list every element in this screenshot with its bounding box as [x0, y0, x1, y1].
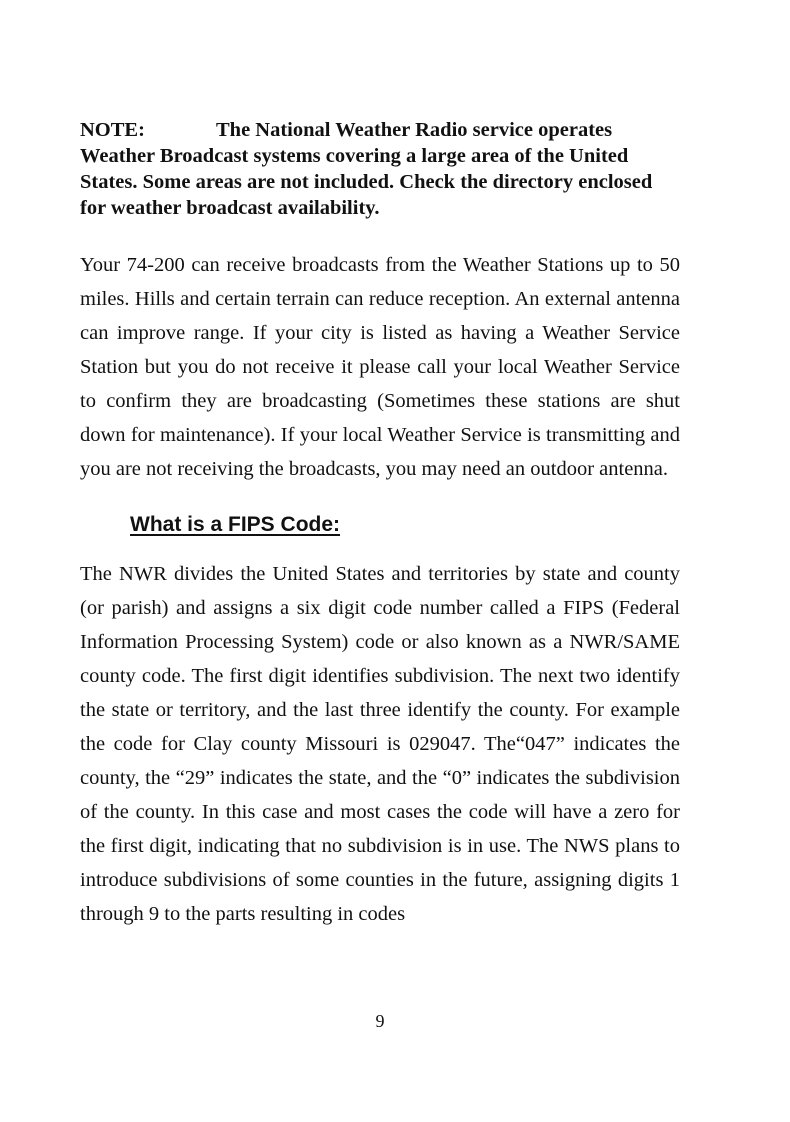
page-number: 9 — [375, 1011, 385, 1031]
fips-section-heading: What is a FIPS Code: — [130, 513, 341, 536]
reception-paragraph: Your 74-200 can receive broadcasts from the Weather Stations up to 50 miles. Hills and certain terrain can reduce reception. An external antenna can improve range. If your city is listed as having a Weather Service Station but you do not receive it please call your local Weather Service to confirm they are broadcasting (Sometimes these stations are shut down for maintenance). If your local Weather Service is transmitting and you are not receiving the broadcasts, you may need an outdoor antenna. — [80, 254, 680, 480]
note-text: The National Weather Radio service operates Weather Broadcast systems covering a large area of the United States. Some areas are not included. Check the directory enclosed for weather broadcast availability. — [80, 119, 653, 219]
note-block — [80, 117, 680, 221]
section-heading-wrapper — [130, 512, 680, 538]
note-label: NOTE: — [80, 119, 145, 141]
fips-paragraph: The NWR divides the United States and territories by state and county (or parish) and assigns a six digit code number called a FIPS (Federal Information Processing System) code or also known as a NWR/SAME county code. The first digit identifies subdivision. The next two identify the state or territory, and the last three identify the county. For example the code for Clay county Missouri is 029047. The“047” indicates the county, the “29” indicates the state, and the “0” indicates the subdivision of the county. In this case and most cases the code will have a zero for the first digit, indicating that no subdivision is in use. The NWS plans to introduce subdivisions of some counties in the future, assigning digits 1 through 9 to the parts resulting in codes — [80, 563, 680, 925]
document-page — [80, 117, 680, 931]
